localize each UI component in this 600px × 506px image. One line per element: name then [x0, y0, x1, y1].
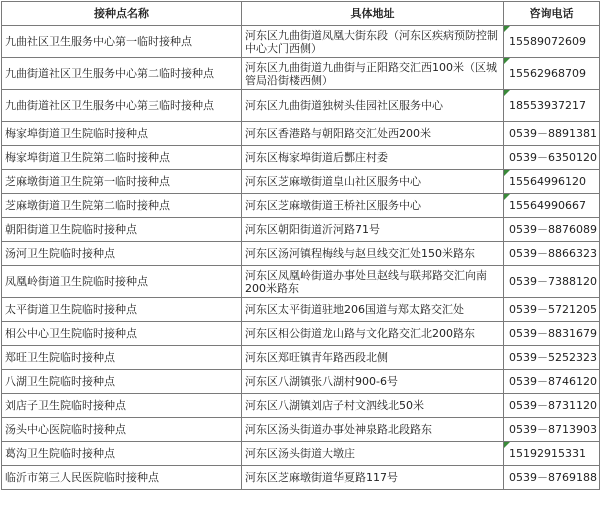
cell-note-marker-icon — [504, 170, 510, 176]
site-name-cell: 刘店子卫生院临时接种点 — [2, 394, 242, 418]
site-name-cell: 九曲街道社区卫生服务中心第三临时接种点 — [2, 90, 242, 122]
table-row — [2, 242, 600, 266]
phone-text: 15589072609 — [509, 35, 586, 48]
phone-cell — [504, 298, 600, 322]
table-row — [2, 26, 600, 58]
phone-text: 0539－8866323 — [509, 247, 597, 260]
address-cell: 河东区汤头街道办事处神泉路北段路东 — [242, 418, 504, 442]
cell-note-marker-icon — [504, 58, 510, 64]
phone-text: 0539－8769188 — [509, 471, 597, 484]
table-row — [2, 170, 600, 194]
address-cell: 河东区九曲街道独树头佳园社区服务中心 — [242, 90, 504, 122]
phone-cell — [504, 322, 600, 346]
phone-text: 15192915331 — [509, 447, 586, 460]
table-row — [2, 58, 600, 90]
phone-text: 0539－8731120 — [509, 399, 597, 412]
site-name-cell: 郑旺卫生院临时接种点 — [2, 346, 242, 370]
address-cell: 河东区九曲街道九曲街与正阳路交汇西100米（区城管局沿街楼西侧） — [242, 58, 504, 90]
table-row — [2, 298, 600, 322]
phone-cell — [504, 442, 600, 466]
vaccination-sites-table — [1, 1, 600, 490]
site-name-cell: 临沂市第三人民医院临时接种点 — [2, 466, 242, 490]
site-name-cell: 太平街道卫生院临时接种点 — [2, 298, 242, 322]
site-name-cell: 朝阳街道卫生院临时接种点 — [2, 218, 242, 242]
phone-cell — [504, 90, 600, 122]
phone-cell — [504, 218, 600, 242]
site-name-cell: 相公中心卫生院临时接种点 — [2, 322, 242, 346]
table-row — [2, 346, 600, 370]
phone-text: 0539－5252323 — [509, 351, 597, 364]
phone-cell — [504, 122, 600, 146]
table-row — [2, 194, 600, 218]
site-name-cell: 凤凰岭街道卫生院临时接种点 — [2, 266, 242, 298]
phone-cell — [504, 194, 600, 218]
phone-cell — [504, 58, 600, 90]
table-row — [2, 466, 600, 490]
site-name-cell: 九曲街道社区卫生服务中心第二临时接种点 — [2, 58, 242, 90]
address-cell: 河东区八湖镇刘店子村文泗线北50米 — [242, 394, 504, 418]
phone-text: 15564990667 — [509, 199, 586, 212]
address-cell: 河东区芝麻墩街道皇山社区服务中心 — [242, 170, 504, 194]
phone-text: 15564996120 — [509, 175, 586, 188]
table-row — [2, 442, 600, 466]
table-row — [2, 90, 600, 122]
site-name-cell: 梅家埠街道卫生院临时接种点 — [2, 122, 242, 146]
phone-cell — [504, 146, 600, 170]
address-cell: 河东区九曲街道凤凰大街东段（河东区疾病预防控制中心大门西侧） — [242, 26, 504, 58]
site-name-cell: 汤河卫生院临时接种点 — [2, 242, 242, 266]
table-row — [2, 394, 600, 418]
phone-text: 0539－7388120 — [509, 275, 597, 288]
address-cell: 河东区八湖镇张八湖村900-6号 — [242, 370, 504, 394]
address-cell: 河东区芝麻墩街道华夏路117号 — [242, 466, 504, 490]
address-cell: 河东区太平街道驻地206国道与郑太路交汇处 — [242, 298, 504, 322]
cell-note-marker-icon — [504, 90, 510, 96]
phone-text: 15562968709 — [509, 67, 586, 80]
address-cell: 河东区相公街道龙山路与文化路交汇北200路东 — [242, 322, 504, 346]
phone-cell — [504, 466, 600, 490]
address-cell: 河东区郑旺镇青年路西段北侧 — [242, 346, 504, 370]
phone-text: 18553937217 — [509, 99, 586, 112]
site-name-cell: 葛沟卫生院临时接种点 — [2, 442, 242, 466]
cell-note-marker-icon — [504, 442, 510, 448]
table-row — [2, 266, 600, 298]
address-cell: 河东区汤河镇程梅线与赵旦线交汇处150米路东 — [242, 242, 504, 266]
site-name-cell: 八湖卫生院临时接种点 — [2, 370, 242, 394]
cell-note-marker-icon — [504, 26, 510, 32]
table-row — [2, 370, 600, 394]
phone-cell — [504, 394, 600, 418]
address-cell: 河东区芝麻墩街道王桥社区服务中心 — [242, 194, 504, 218]
table-row — [2, 218, 600, 242]
header-address: 具体地址 — [242, 2, 504, 26]
site-name-cell: 九曲社区卫生服务中心第一临时接种点 — [2, 26, 242, 58]
table-row — [2, 418, 600, 442]
table-row — [2, 146, 600, 170]
phone-text: 0539－8831679 — [509, 327, 597, 340]
address-cell: 河东区汤头街道大墩庄 — [242, 442, 504, 466]
table-row — [2, 322, 600, 346]
table-row — [2, 122, 600, 146]
phone-cell — [504, 242, 600, 266]
phone-cell — [504, 170, 600, 194]
header-site-name: 接种点名称 — [2, 2, 242, 26]
phone-text: 0539－8876089 — [509, 223, 597, 236]
cell-note-marker-icon — [504, 194, 510, 200]
phone-text: 0539－5721205 — [509, 303, 597, 316]
site-name-cell: 梅家埠街道卫生院第二临时接种点 — [2, 146, 242, 170]
table-header-row — [2, 2, 600, 26]
phone-cell — [504, 346, 600, 370]
header-phone: 咨询电话 — [504, 2, 600, 26]
phone-text: 0539－8746120 — [509, 375, 597, 388]
address-cell: 河东区香港路与朝阳路交汇处西200米 — [242, 122, 504, 146]
address-cell: 河东区凤凰岭街道办事处旦赵线与联邦路交汇向南200米路东 — [242, 266, 504, 298]
phone-cell — [504, 418, 600, 442]
address-cell: 河东区梅家埠街道后酆庄村委 — [242, 146, 504, 170]
site-name-cell: 芝麻墩街道卫生院第一临时接种点 — [2, 170, 242, 194]
site-name-cell: 芝麻墩街道卫生院第二临时接种点 — [2, 194, 242, 218]
site-name-cell: 汤头中心医院临时接种点 — [2, 418, 242, 442]
phone-cell — [504, 370, 600, 394]
phone-text: 0539－8891381 — [509, 127, 597, 140]
phone-cell — [504, 26, 600, 58]
address-cell: 河东区朝阳街道沂河路71号 — [242, 218, 504, 242]
phone-text: 0539－8713903 — [509, 423, 597, 436]
phone-cell — [504, 266, 600, 298]
phone-text: 0539－6350120 — [509, 151, 597, 164]
